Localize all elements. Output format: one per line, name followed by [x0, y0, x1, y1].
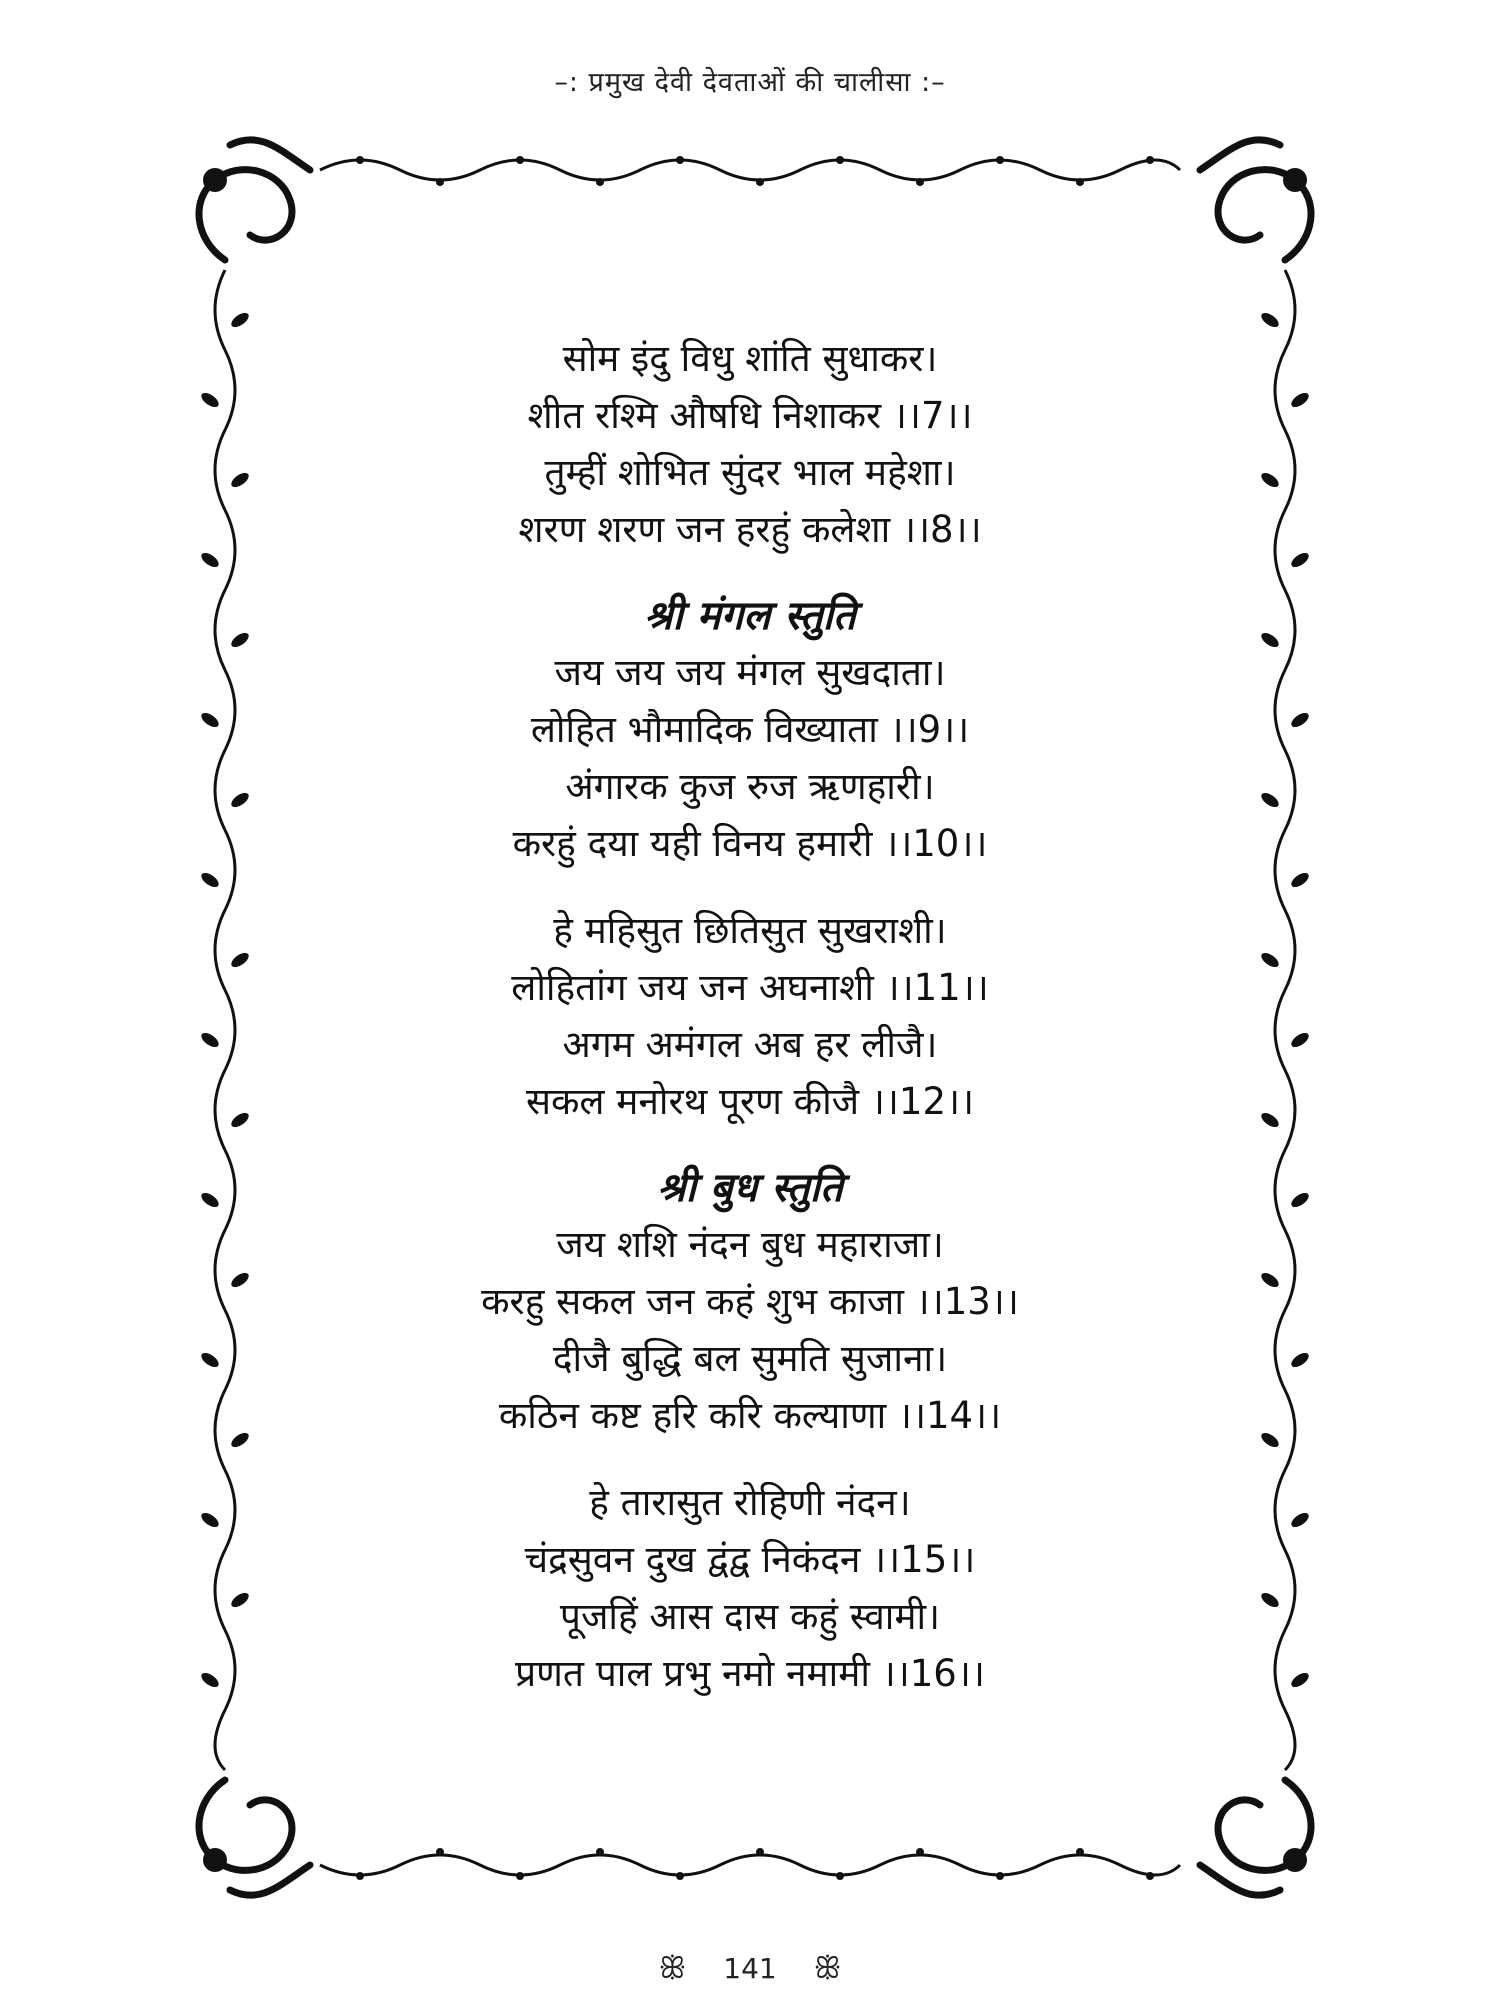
- verse-line: दीजै बुद्धि बल सुमति सुजाना।: [552, 1337, 948, 1380]
- section-title-budh: श्री बुध स्तुति: [657, 1164, 843, 1211]
- verse-line: कठिन कष्ट हरि करि कल्याणा ।।14।।: [498, 1394, 1002, 1437]
- stanza: [330, 902, 1170, 1130]
- verse-line: पूजहिं आस दास कहुं स्वामी।: [559, 1595, 941, 1638]
- verse-line: प्रणत पाल प्रभु नमो नमामी ।।16।।: [515, 1652, 985, 1695]
- verse-line: सकल मनोरथ पूरण कीजै ।।12।।: [525, 1080, 975, 1123]
- verse-line: हे तारासुत रोहिणी नंदन।: [589, 1481, 911, 1524]
- verse-line: करहु सकल जन कहं शुभ काजा ।।13।।: [481, 1280, 1019, 1323]
- stanza: [330, 1474, 1170, 1702]
- stanza: [330, 644, 1170, 872]
- page-footer: [0, 1950, 1500, 1986]
- stanza: [330, 1216, 1170, 1444]
- stanza: [330, 330, 1170, 558]
- verse-line: शीत रश्मि औषधि निशाकर ।।7।।: [527, 394, 973, 437]
- verse-line: अंगारक कुज रुज ऋणहारी।: [565, 765, 935, 808]
- verse-line: शरण शरण जन हरहुं कलेशा ।।8।।: [518, 508, 982, 551]
- ornament-right-icon: ꕥ: [813, 1950, 842, 1986]
- verse-line: जय शशि नंदन बुध महाराजा।: [556, 1223, 944, 1266]
- verse-line: जय जय जय मंगल सुखदाता।: [554, 651, 946, 694]
- verse-line: अगम अमंगल अब हर लीजै।: [562, 1023, 938, 1066]
- verse-line: करहुं दया यही विनय हमारी ।।10।।: [512, 822, 988, 865]
- verse-line: तुम्हीं शोभित सुंदर भाल महेशा।: [544, 451, 956, 494]
- verse-line: हे महिसुत छितिसुत सुखराशी।: [553, 909, 947, 952]
- section-title-mangal: श्री मंगल स्तुति: [644, 592, 856, 639]
- chalisa-text: [330, 330, 1170, 1732]
- ornament-left-icon: ꕥ: [658, 1950, 687, 1986]
- verse-line: लोहित भौमादिक विख्याता ।।9।।: [530, 708, 970, 751]
- page-header: –: प्रमुख देवी देवताओं की चालीसा :–: [554, 67, 946, 98]
- verse-line: सोम इंदु विधु शांति सुधाकर।: [562, 337, 938, 380]
- verse-line: लोहितांग जय जन अघनाशी ।।11।।: [511, 966, 989, 1009]
- page-number: 141: [723, 1951, 777, 1985]
- verse-line: चंद्रसुवन दुख द्वंद्व निकंदन ।।15।।: [524, 1538, 976, 1581]
